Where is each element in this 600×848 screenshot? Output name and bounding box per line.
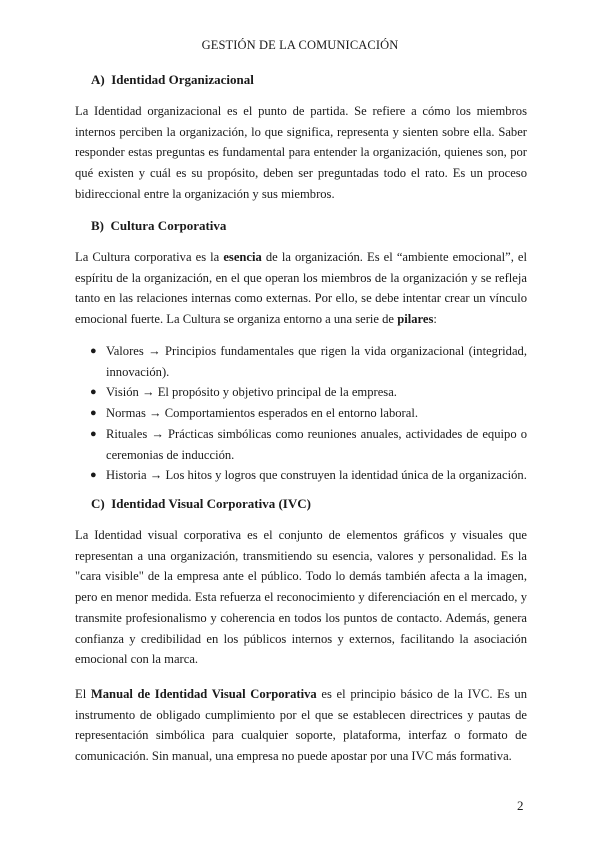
list-item [75, 403, 527, 424]
section-b-text-1: La Cultura corporativa es la [75, 250, 224, 264]
section-b-text-2: de la organización. Es el “ambiente emocional”, el espíritu de la organización, en el que operan los miembros de la organización y se refleja tanto en las relaciones internas como externas. Por ello, se debe intentar crear un vínculo emocional fuerte. La Cultura se organiza entorno a una serie de [75, 250, 527, 327]
section-a-paragraph: La Identidad organizacional es el punto de partida. Se refiere a cómo los miembros internos perciben la organización, lo que significa, representa y sienten sobre ella. Saber responder estas preguntas es fundamental para entender la organización, quienes son, por qué existen y cuál es su propósito, deben ser preguntadas todo el rato. Es un proceso bidireccional entre la organización y sus miembros. [75, 104, 527, 201]
section-c-paragraph-1: La Identidad visual corporativa es el conjunto de elementos gráficos y visuales que representan a una organización, transmitiendo su esencia, valores y personalidad. Es la "cara visible" de la empresa ante el público. Todo lo demás también afecta a la imagen, pero en menor medida. Esta refuerza el reconocimiento y diferenciación en el mercado, y transmite profesionalismo y coherencia en todos los puntos de contacto. Además, genera confianza y credibilidad en los públicos internos y externos, facilitando la asociación emocional con la marca. [75, 528, 527, 667]
section-b-bold-esencia: esencia [223, 250, 262, 264]
list-item-text: Normas → Comportamientos esperados en el entorno laboral. [106, 406, 418, 421]
section-b-text-3: : [433, 312, 437, 327]
section-b-paragraph [75, 247, 527, 330]
section-c-text-1: El [75, 687, 91, 701]
list-item-text: Historia → Los hitos y logros que construyen la identidad única de la organización. [106, 468, 527, 483]
bullet-icon: ● [90, 469, 97, 482]
list-item [75, 465, 527, 486]
section-b-heading: B) Cultura Corporativa [91, 218, 227, 233]
bullet-icon: ● [90, 345, 97, 357]
section-b-bold-pilares: pilares [397, 312, 434, 327]
bullet-icon: ● [90, 427, 97, 440]
section-c-bold-manual: Manual de Identidad Visual Corporativa [90, 687, 317, 701]
list-item-text: Visión → El propósito y objetivo principal de la empresa. [106, 385, 397, 400]
section-c-paragraph-2 [75, 684, 527, 767]
pillars-list [75, 341, 527, 486]
section-c-heading: C) Identidad Visual Corporativa (IVC) [91, 496, 311, 511]
list-item [75, 424, 527, 465]
page-number: 2 [517, 798, 524, 813]
list-item-text: Rituales → Prácticas simbólicas como reuniones anuales, actividades de equipo o ceremonias de inducción. [106, 426, 527, 462]
section-a-heading: A) Identidad Organizacional [91, 72, 254, 87]
list-item [75, 382, 527, 403]
list-item-text: Valores → Principios fundamentales que rigen la vida organizacional (integridad, innovación). [106, 344, 527, 379]
bullet-icon: ● [90, 386, 97, 399]
section-c-text-2: es el principio básico de la IVC. Es un instrumento de obligado cumplimiento por el que se establecen directrices y pautas de representación simbólica para cualquier soporte, plataforma, interfaz o formato de comunicación. Sin manual, una empresa no puede apostar por una IVC más formativa. [75, 687, 528, 764]
bullet-icon: ● [90, 407, 97, 420]
list-item [75, 341, 527, 382]
page-header: GESTIÓN DE LA COMUNICACIÓN [201, 38, 399, 52]
